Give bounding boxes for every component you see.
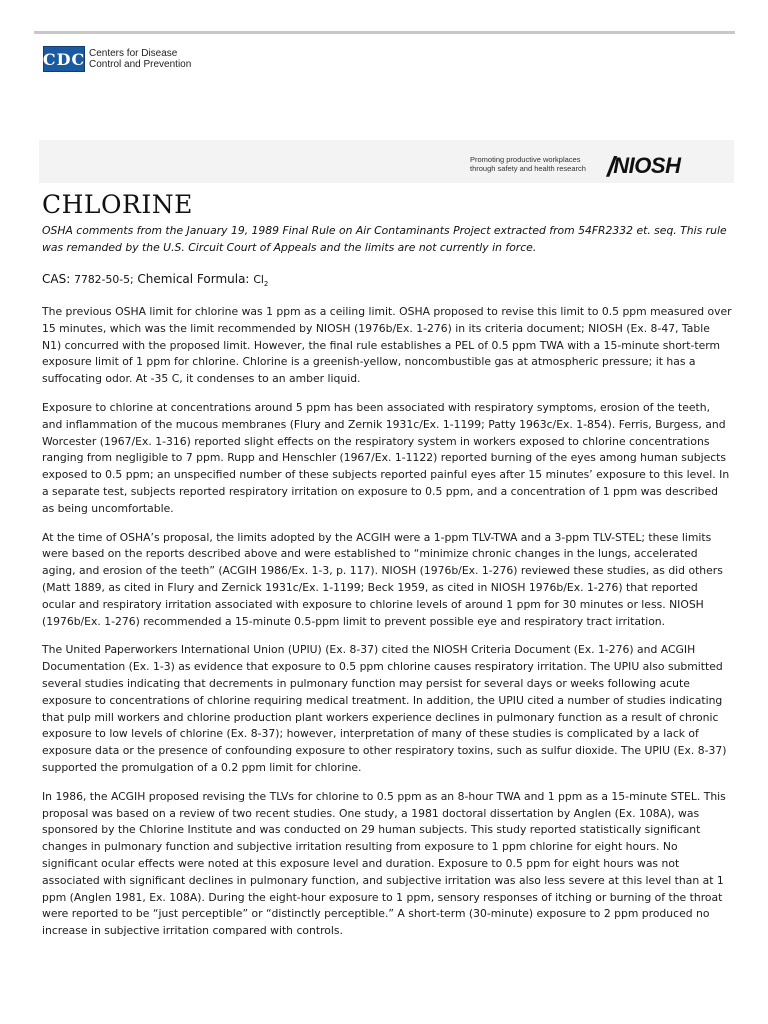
niosh-logo[interactable] bbox=[607, 148, 680, 180]
niosh-tagline bbox=[470, 155, 586, 173]
cas-value: 7782-50-5; bbox=[74, 273, 134, 286]
cdc-name-line2: Control and Prevention bbox=[89, 59, 192, 70]
paragraph: Exposure to chlorine at concentrations around 5 ppm has been associated with respiratory symptoms, erosion of the teeth, and inflammation of the mucous membranes (Flury and Zernik 1931c/Ex. 1-1199; Patty 1963c/Ex. 1-854). Ferris, Burgess, and Worcester (1967/Ex. 1-316) reported slight effects on the respiratory system in workers exposed to chlorine concentrations ranging from negligible to 7 ppm. Rupp and Henschler (1967/Ex. 1-1122) reported burning of the eyes among human subjects exposed to 0.5 ppm; an unspecified number of these subjects reported painful eyes after 15 minutes’ exposure to this level. In a separate test, subjects reported respiratory irritation on exposure to 0.5 ppm, and a concentration of 1 ppm was described as being uncomfortable. bbox=[42, 400, 730, 515]
top-divider bbox=[34, 31, 735, 34]
cas-label: CAS: bbox=[42, 272, 71, 286]
page-title: CHLORINE bbox=[42, 190, 193, 219]
cdc-logo[interactable] bbox=[43, 46, 191, 72]
paragraph: At the time of OSHA’s proposal, the limits adopted by the ACGIH were a 1-ppm TLV-TWA and a 3-ppm TLV-STEL; these limits were based on the reports described above and were established to “minimize chronic changes in the lungs, accelerated aging, and erosion of the teeth” (ACGIH 1986/Ex. 1-3, p. 117). NIOSH (1976b/Ex. 1-276) reviewed these studies, as did others (Matt 1889, as cited in Flury and Zernick 1931c/Ex. 1-1199; Beck 1959, as cited in NIOSH 1976b/Ex. 1-276) that reported ocular and respiratory irritation associated with exposure to chlorine levels of around 1 ppm for 30 minutes or less. NIOSH (1976b/Ex. 1-276) recommended a 15-minute 0.5-ppm limit to prevent possible eye and respiratory tract irritation. bbox=[42, 530, 723, 628]
cdc-name bbox=[89, 48, 191, 70]
formula-base: Cl bbox=[253, 273, 264, 286]
paragraph: In 1986, the ACGIH proposed revising the TLVs for chlorine to 0.5 ppm as an 8-hour TWA and 1 ppm as a 15-minute STEL. This proposal was based on a review of two recent studies. One study, a 1981 doctoral dissertation by Anglen (Ex. 108A), was sponsored by the Chlorine Institute and was conducted on 29 human subjects. This study reported statistically significant changes in pulmonary function and subjective irritation resulting from exposure to 1 ppm chlorine for eight hours. No significant ocular effects were noted at this exposure level and duration. Exposure to 0.5 ppm for eight hours was not associated with significant declines in pulmonary function, and subjective irritation was also less severe at this level than at 1 ppm (Anglen 1981, Ex. 108A). During the eight-hour exposure to 1 ppm, sensory responses of itching or burning of the throat were reported to be “just perceptible” or “distinctly perceptible.” A short-term (30-minute) exposure to 2 ppm produced no increase in subjective irritation compared with controls. bbox=[42, 789, 726, 938]
formula-value bbox=[253, 273, 269, 289]
niosh-tagline-line2: through safety and health research bbox=[470, 164, 586, 173]
niosh-tagline-line1: Promoting productive workplaces bbox=[470, 155, 581, 164]
niosh-logo-text: NIOSH bbox=[613, 153, 681, 178]
formula-subscript: 2 bbox=[263, 280, 269, 289]
niosh-slash-icon: / bbox=[607, 151, 615, 182]
paragraph: The United Paperworkers International Union (UPIU) (Ex. 8-37) cited the NIOSH Criteria Document (Ex. 1-276) and ACGIH Documentation (Ex. 1-3) as evidence that exposure to 0.5 ppm chlorine causes respiratory irritation. The UPIU also submitted several studies indicating that decrements in pulmonary function may persist for several days or weeks following acute exposure to concentrations of chlorine requiring medical treatment. In addition, the UPIU cited a number of studies indicating that pulp mill workers and chlorine production plant workers experience declines in pulmonary function as a result of chronic exposure to low levels of chlorine (Ex. 8-37); however, interpretation of many of these studies is complicated by a lack of exposure data or the presence of confounding exposure to other respiratory toxins, such as sulfur dioxide. The UPIU (Ex. 8-37) supported the promulgation of a 0.2 ppm limit for chlorine. bbox=[42, 643, 727, 774]
cas-line bbox=[42, 272, 268, 288]
cdc-logo-mark: CDC bbox=[43, 46, 85, 72]
document-body bbox=[42, 304, 732, 952]
paragraph: The previous OSHA limit for chlorine was 1 ppm as a ceiling limit. OSHA proposed to revise this limit to 0.5 ppm measured over 15 minutes, which was the limit recommended by NIOSH (1976b/Ex. 1-276) in its criteria document; NIOSH (Ex. 8-47, Table N1) concurred with the proposed limit. However, the final rule establishes a PEL of 0.5 ppm TWA with a 15-minute short-term exposure limit of 1 ppm for chlorine. Chlorine is a greenish-yellow, noncombustible gas at atmospheric pressure; it has a suffocating odor. At -35 C, it condenses to an amber liquid. bbox=[42, 305, 732, 386]
formula-label: Chemical Formula: bbox=[137, 272, 250, 286]
page-subtitle: OSHA comments from the January 19, 1989 Final Rule on Air Contaminants Project extracted from 54FR2332 et. seq. This rule was remanded by the U.S. Circuit Court of Appeals and the limits are not currently in force. bbox=[42, 224, 727, 254]
cdc-name-line1: Centers for Disease bbox=[89, 48, 178, 59]
